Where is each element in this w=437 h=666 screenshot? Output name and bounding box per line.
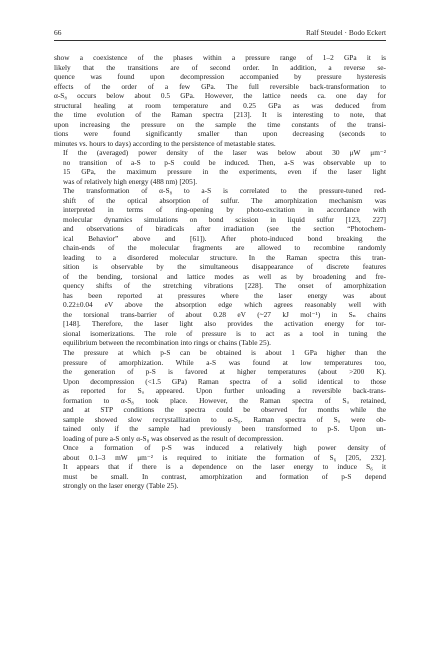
text-line: 15 GPa, the maximum pressure in the experiments, even if the laser light <box>63 167 386 177</box>
text-line: It appears that if there is a dependence on the laser energy to induce S₆ it <box>63 462 386 472</box>
text-line: The pressure at which p-S can be obtained is about 1 GPa higher than the <box>63 347 386 357</box>
text-line: must be small. In contrast, amorphization and formation of p-S depend <box>63 471 386 481</box>
text-line: upon increasing the pressure on the sample the time constants of the transi- <box>54 119 386 129</box>
text-line: shift of the optical absorption of sulfur. The amorphization mechanism was <box>63 195 386 205</box>
text-line: leading to a disordered molecular structure. In the Raman spectra this tran- <box>63 252 386 262</box>
text-line: and observations of biradicals after irradiation (see the section “Photochem- <box>63 224 386 234</box>
paragraph <box>54 443 386 491</box>
paragraph <box>54 148 386 186</box>
text-line: no transition of a-S to p-S could be induced. Then, a-S was observable up to <box>63 157 386 167</box>
text-line: sample showed slow recrystallization to α-S₈. Raman spectra of Sᵤ were ob- <box>63 414 386 424</box>
text-line: the generation of p-S is favored at higher temperatures (about >200 K). <box>63 367 386 377</box>
text-line: [148]. Therefore, the laser light also provides the activation energy for tor- <box>63 319 386 329</box>
text-line: The transformation of α-S₈ to a-S is correlated to the pressure-tuned red- <box>63 186 386 196</box>
text-line: quence was found upon decompression accompanied by pressure hysteresis <box>54 72 386 82</box>
text-line: structural healing at room temperature and 0.25 GPa as was deduced from <box>54 100 386 110</box>
paragraph <box>54 53 386 148</box>
text-line: the torsional trans-barrier of about 0.28 eV (~27 kJ mol⁻¹) in Sₙ chains <box>63 309 386 319</box>
text-line: effects of the order of a few GPa. The full reversible back-transformation to <box>54 81 386 91</box>
text-line: sition is observable by the simultaneous disappearance of discrete features <box>63 262 386 272</box>
running-head <box>54 28 386 41</box>
text-line: was of relatively high energy (488 nm) [205]. <box>63 176 198 186</box>
text-line: show a coexistence of the phases within a pressure range of 1–2 GPa it is <box>54 53 386 62</box>
author-line: Ralf Steudel · Bodo Eckert <box>305 28 386 37</box>
text-line: has been reported at pressures where the laser energy was about <box>63 290 386 300</box>
text-line: and at STP conditions the spectra could be observed for months while the <box>63 405 386 415</box>
text-line: about 0.1–3 mW μm⁻² is required to initiate the formation of S₆ [205, 232]. <box>63 452 386 462</box>
text-line: sional isomerizations. The role of pressure is to act as a tool in tuning the <box>63 328 386 338</box>
text-line: equilibrium between the recombination into rings or chains (Table 25). <box>63 338 271 348</box>
text-line: quency shifts of the stretching vibrations [228]. The onset of amorphization <box>63 281 386 291</box>
text-line: the time evolution of the Raman spectra [213]. It is interesting to note, that <box>54 110 386 120</box>
text-line: molecular dynamics simulations on bond scission in liquid sulfur [123, 227] <box>63 214 386 224</box>
paragraph <box>54 186 386 348</box>
text-line: of the bending, torsional and lattice modes as well as by broadening and fre- <box>63 271 386 281</box>
text-line: tained only if the sample had previously been transformed to p-S. Upon un- <box>63 424 386 434</box>
text-line: interpreted in terms of ring-opening by photo-excitation in accordance with <box>63 205 386 215</box>
text-line: minutes vs. hours to days) according to the persistence of metastable states. <box>54 138 276 148</box>
text-line: likely that the transitions are of second order. In addition, a reverse se- <box>54 62 386 72</box>
text-line: as reported for Sᵤ appeared. Upon further unloading a reversible back-trans- <box>63 386 386 396</box>
text-line: Upon decompression (<1.5 GPa) Raman spectra of a solid identical to those <box>63 376 386 386</box>
text-line: 0.22±0.04 eV above the absorption edge which agrees reasonably well with <box>63 300 386 310</box>
text-line: loading of pure a-S only α-S₈ was observed as the result of decompression. <box>63 433 284 443</box>
paragraph <box>54 348 386 443</box>
text-line: Once a formation of p-S was induced a relatively high power density of <box>63 443 386 453</box>
text-line: If the (averaged) power density of the laser was below about 30 μW μm⁻² <box>63 148 386 158</box>
body-text <box>54 53 386 491</box>
text-line: strongly on the laser energy (Table 25). <box>63 481 179 491</box>
text-line: pressure of amorphization. While a-S was found at low temperatures too, <box>63 357 386 367</box>
text-line: α-S₈ occurs below about 0.5 GPa. However, the lattice needs ca. one day for <box>54 91 386 101</box>
text-line: ical Behavior” above and [61]). After photo-induced bond breaking the <box>63 233 386 243</box>
text-line: chain-ends of the molecular fragments are allowed to recombine randomly <box>63 243 386 253</box>
text-line: tions were found significantly smaller than upon decreasing (seconds to <box>54 129 386 139</box>
page-number: 66 <box>54 28 62 37</box>
page <box>54 28 386 491</box>
text-line: formation to α-S₈ took place. However, the Raman spectra of Sᵤ retained, <box>63 395 386 405</box>
